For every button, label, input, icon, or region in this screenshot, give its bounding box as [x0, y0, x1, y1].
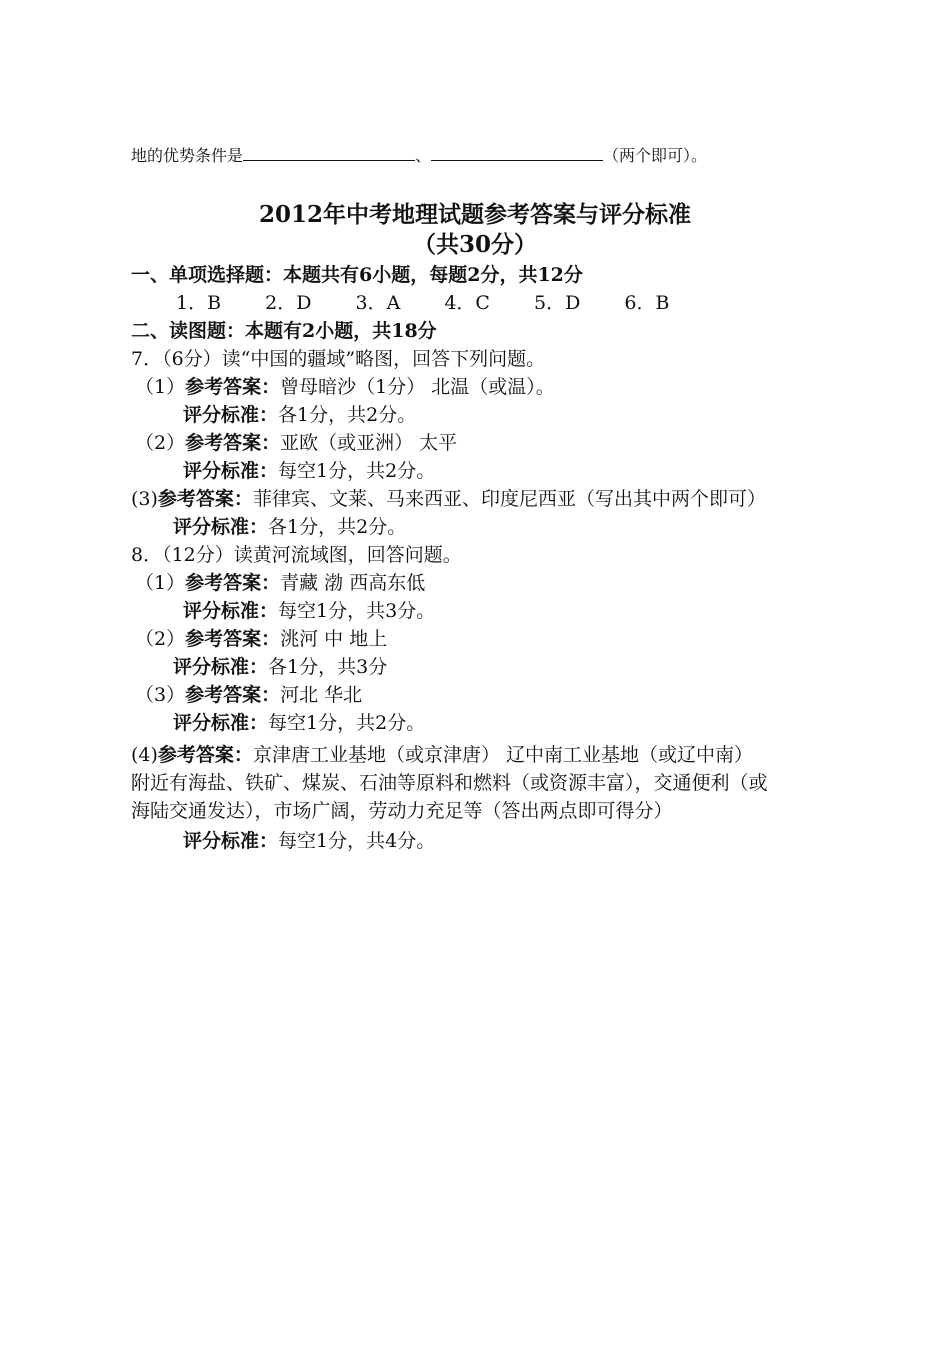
score-label: 评分标准： — [173, 656, 269, 678]
score-label: 评分标准： — [183, 830, 279, 852]
section2-heading: 二、读图题：本题有2小题，共18分 — [131, 320, 437, 342]
q8-part4-answer-line3: 海陆交通发达），市场广阔，劳动力充足等（答出两点即可得分） — [131, 800, 673, 822]
score-text: 每空1分，共3分。 — [278, 600, 436, 622]
choice-answer: 3．A — [355, 292, 401, 314]
q8-part3-score — [173, 709, 425, 737]
q7-part3-answer — [131, 485, 766, 513]
answer-text: 洮河 中 地上 — [280, 628, 388, 650]
q8-part4-answer-line2: 附近有海盐、铁矿、煤炭、石油等原料和燃料（或资源丰富），交通便利（或 — [131, 772, 768, 794]
q8-stem: 8．（12分）读黄河流域图，回答问题。 — [131, 544, 462, 566]
q8-part3-answer — [135, 681, 362, 709]
part-number: (4) — [131, 744, 158, 766]
answer-text: 青藏 渤 西高东低 — [280, 572, 426, 594]
question-continuation-line — [131, 142, 707, 170]
answer-blank-2 — [431, 142, 603, 161]
choice-answer: 6．B — [624, 292, 670, 314]
q8-part4-score — [183, 827, 435, 855]
q7-part1-answer — [135, 373, 555, 401]
answer-text: 亚欧（或亚洲） 太平 — [280, 432, 458, 454]
q8-part2-answer — [135, 625, 387, 653]
answer-text: 河北 华北 — [280, 684, 363, 706]
score-text: 每空1分，共2分。 — [278, 460, 436, 482]
score-text: 各1分，共2分。 — [278, 404, 417, 426]
part-number: （3） — [135, 684, 186, 706]
part-number: （2） — [135, 432, 186, 454]
score-text: 每空1分，共2分。 — [268, 712, 426, 734]
document-title: 2012年中考地理试题参考答案与评分标准 — [258, 201, 691, 228]
answer-text: 曾母暗沙（1分） 北温（或温）。 — [280, 376, 555, 398]
part-number: (3) — [131, 488, 158, 510]
score-label: 评分标准： — [173, 712, 269, 734]
choice-answer: 4．C — [444, 292, 490, 314]
answer-text: 菲律宾、文莱、马来西亚、印度尼西亚（写出其中两个即可） — [252, 488, 766, 510]
choice-answer: 1．B — [176, 292, 222, 314]
answer-text: 京津唐工业基地（或京津唐） 辽中南工业基地（或辽中南） — [252, 744, 753, 766]
continuation-text: 地的优势条件是 — [131, 146, 244, 165]
answer-label: 参考答案： — [157, 488, 253, 510]
score-label: 评分标准： — [183, 460, 279, 482]
score-label: 评分标准： — [183, 404, 279, 426]
score-text: 每空1分，共4分。 — [278, 830, 436, 852]
q7-part3-score — [173, 513, 406, 541]
q8-part1-answer — [135, 569, 425, 597]
score-label: 评分标准： — [183, 600, 279, 622]
answer-blank-1 — [243, 142, 415, 161]
q8-part4-answer-line1 — [131, 741, 753, 769]
q8-part1-score — [183, 597, 435, 625]
answer-label: 参考答案： — [185, 684, 281, 706]
score-label: 评分标准： — [173, 516, 269, 538]
choice-answer: 2．D — [265, 292, 312, 314]
part-number: （1） — [135, 376, 186, 398]
q7-part2-answer — [135, 429, 457, 457]
answer-label: 参考答案： — [157, 744, 253, 766]
answer-label: 参考答案： — [185, 628, 281, 650]
choice-answer: 5．D — [534, 292, 581, 314]
answer-label: 参考答案： — [185, 572, 281, 594]
q7-part1-score — [183, 401, 416, 429]
answer-label: 参考答案： — [185, 432, 281, 454]
blank-separator: 、 — [415, 146, 432, 165]
part-number: （2） — [135, 628, 186, 650]
q8-part2-score — [173, 653, 387, 681]
continuation-suffix: （两个即可）。 — [603, 146, 708, 165]
document-subtitle: （共30分） — [412, 231, 537, 258]
part-number: （1） — [135, 572, 186, 594]
section1-heading: 一、单项选择题：本题共有6小题，每题2分，共12分 — [131, 264, 583, 286]
q7-part2-score — [183, 457, 435, 485]
score-text: 各1分，共2分。 — [268, 516, 407, 538]
score-text: 各1分，共3分 — [268, 656, 388, 678]
answer-label: 参考答案： — [185, 376, 281, 398]
choice-answers-row — [176, 289, 707, 317]
q7-stem: 7．（6分）读“中国的疆域”略图，回答下列问题。 — [131, 348, 546, 370]
